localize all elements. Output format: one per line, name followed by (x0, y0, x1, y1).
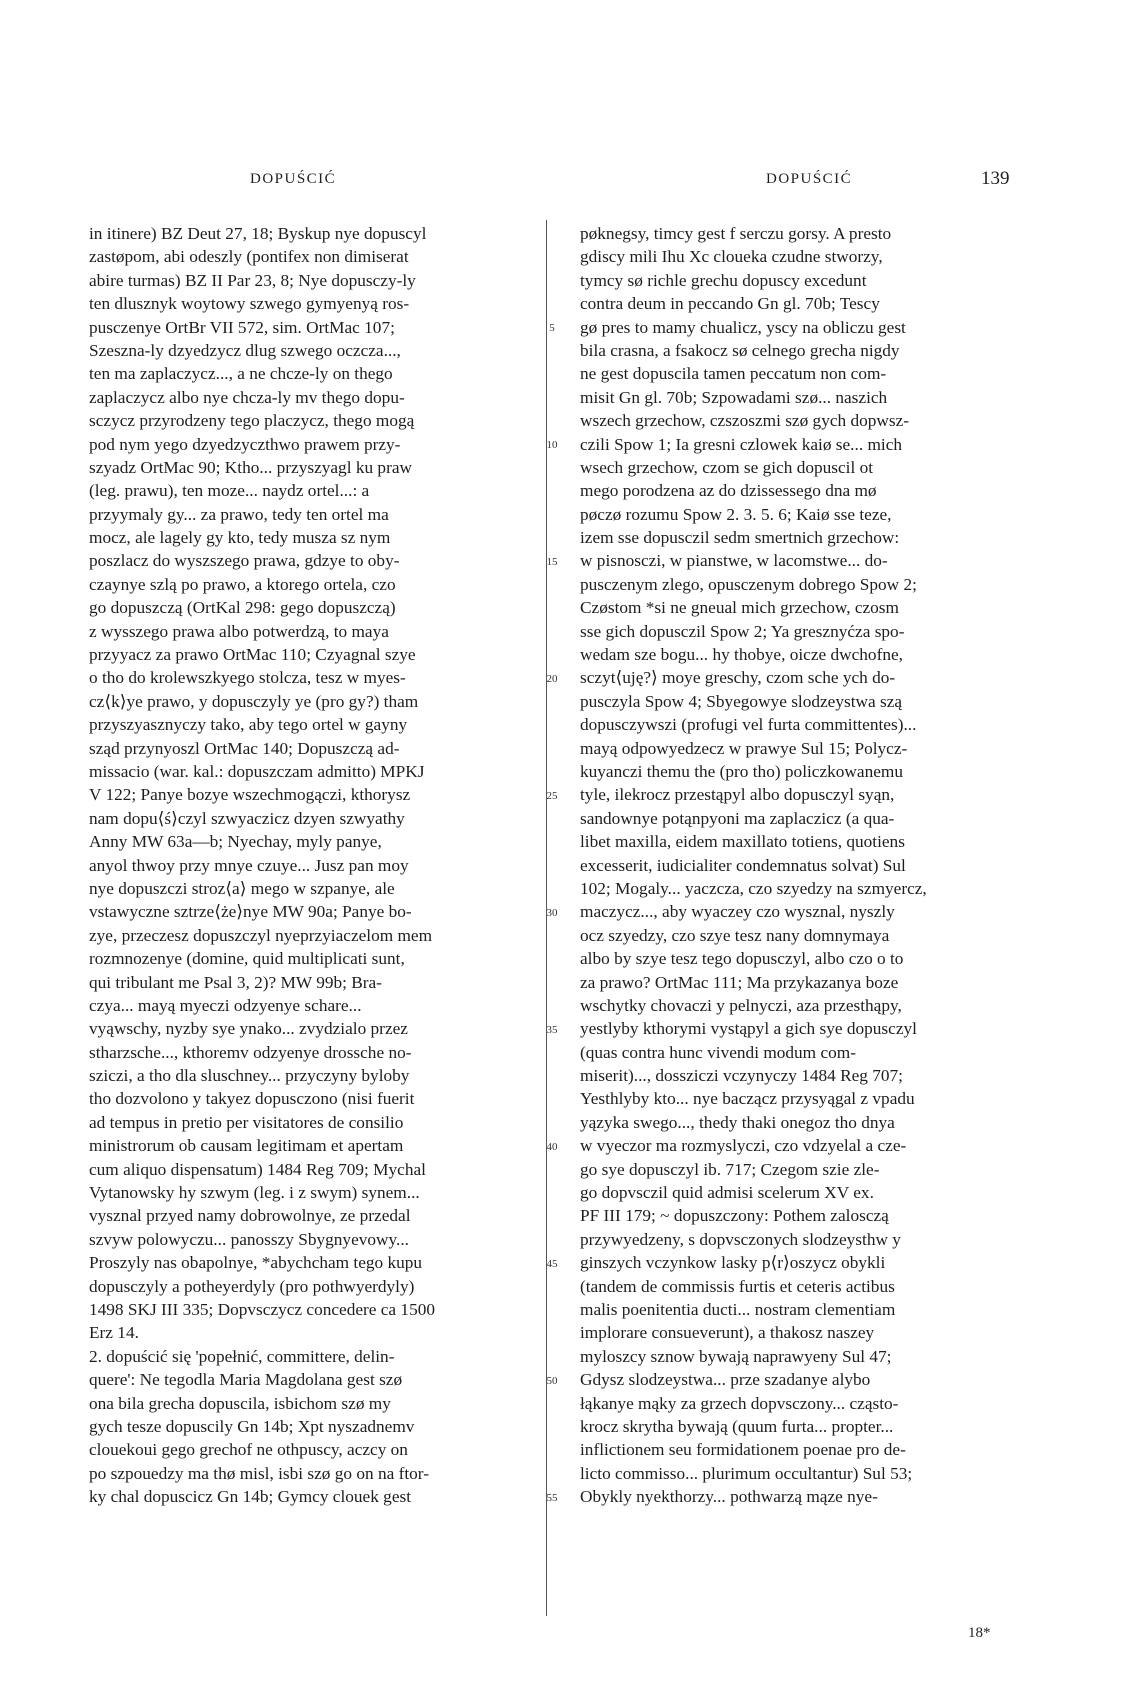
text-line: gø pres to mamy chualicz, yscy na obliczu gest (580, 317, 906, 337)
text-line: 1498 SKJ III 335; Dopvsczycz concedere ca 1500 (89, 1299, 435, 1319)
text-line: szvyw polowyczu... panosszy Sbygnyevowy... (89, 1229, 409, 1249)
text-line: w pisnosczi, w pianstwe, w lacomstwe... do- (580, 551, 888, 571)
text-line: libet maxilla, eidem maxillato totiens, quotiens (580, 832, 905, 852)
text-line: misit Gn gl. 70b; Szpowadami szø... naszich (580, 387, 888, 407)
text-line: malis poenitentia ducti... nostram clementiam (580, 1299, 896, 1319)
line-number: 45 (546, 1257, 558, 1270)
text-line: Anny MW 63a—b; Nyechay, myly panye, (89, 832, 382, 852)
line-number: 5 (549, 321, 555, 334)
text-line: czya... mayą myeczi odzyenye schare... (89, 995, 362, 1015)
text-line: z wysszego prawa albo potwerdzą, to maya (89, 621, 389, 641)
text-line: czili Spow 1; Ia gresni czlowek kaiø se... mich (580, 434, 903, 454)
text-line: ne gest dopuscila tamen peccatum non com- (580, 364, 887, 384)
text-line: sse gich dopusczil Spow 2; Ya gresznyćza spo- (580, 621, 905, 641)
text-line: bila crasna, a fsakocz sø celnego grecha nigdy (580, 340, 900, 360)
line-number: 25 (546, 789, 558, 802)
header-right-title: DOPUŚCIĆ (766, 171, 853, 187)
text-line: vstawyczne sztrze⟨że⟩nye MW 90a; Panye bo- (89, 902, 412, 922)
text-line: zastøpom, abi odeszly (pontifex non dimiserat (89, 247, 409, 267)
text-line: yestlyby kthorymi vystąpyl a gich sye dopusczyl (580, 1019, 917, 1039)
text-line: przyyacz za prawo OrtMac 110; Czyagnal szye (89, 645, 416, 665)
text-line: o tho do krolewszkyego stolcza, tesz w myes- (89, 668, 406, 688)
text-line: Vytanowsky hy szwym (leg. i z swym) synem... (89, 1183, 420, 1203)
text-line: (tandem de commissis furtis et ceteris actibus (580, 1276, 895, 1296)
text-line: sandownye potąnpyoni ma zaplaczicz (a qua- (580, 808, 895, 828)
text-line: Szeszna-ly dzyedzycz dlug szwego oczcza..., (89, 340, 401, 360)
text-line: clouekoui gego grechof ne othpuscy, aczcy on (89, 1440, 408, 1460)
text-line: pøknegsy, timcy gest f serczu gorsy. A presto (580, 224, 892, 243)
text-line: czaynye szlą po prawo, a ktorego ortela, czo (89, 574, 396, 594)
text-line: pøczø rozumu Spow 2. 3. 5. 6; Kaiø sse teze, (580, 504, 892, 524)
text-line: sziczi, a tho dla sluschney... przyczyny byloby (89, 1066, 410, 1086)
text-line: gdiscy mili Ihu Xc cloueka czudne stworzy, (580, 247, 883, 267)
text-line: izem sse dopusczil sedm smertnich grzechow: (580, 528, 900, 548)
text-line: zye, przeczesz dopuszczyl nyeprzyiaczelom mem (89, 925, 433, 945)
text-line: miserit)..., dossziczi vczynyczy 1484 Reg 707; (580, 1066, 903, 1086)
text-line: wsech grzechow, czom se gich dopuscil ot (580, 457, 874, 477)
text-line: dopusczywszi (profugi vel furta committentes)... (580, 715, 917, 735)
text-line: PF III 179; ~ dopuszczony: Pothem zalosczą (580, 1206, 889, 1226)
text-line: 102; Mogaly... yaczcza, czo szyedzy na szmyercz, (580, 878, 927, 898)
text-line: implorare consueverunt), a thakosz naszey (580, 1323, 875, 1343)
text-line: ky chal dopuscicz Gn 14b; Gymcy clouek gest (89, 1487, 412, 1507)
text-line: zaplaczycz albo nye chcza-ly mv thego dopu- (89, 387, 405, 407)
text-line: poszlacz do wyszszego prawa, gdzye to oby- (89, 551, 400, 571)
text-line: Yesthlyby kto... nye baczącz przysyągal z vpadu (580, 1089, 915, 1109)
text-line: sczyt⟨uję?⟩ moye greschy, czom sche ych do- (580, 668, 896, 688)
text-line: nam dopu⟨ś⟩czyl szwyaczicz dzyen szwyathy (89, 808, 405, 828)
line-number: 55 (546, 1491, 558, 1504)
text-line: krocz skrytha bywają (quum furta... propter... (580, 1416, 894, 1436)
text-line: V 122; Panye bozye wszechmogączi, kthorysz (89, 785, 411, 805)
text-line: w vyeczor ma rozmyslyczi, czo vdzyelal a cze- (580, 1136, 907, 1156)
text-line: przyymaly gy... za prawo, tedy ten ortel ma (89, 504, 389, 524)
text-line: albo by szye tesz tego dopusczyl, albo czo o to (580, 949, 904, 969)
text-line: cum aliquo dispensatum) 1484 Reg 709; Mychal (89, 1159, 426, 1179)
text-line: Obykly nyekthorzy... pothwarzą mąze nye- (580, 1487, 878, 1507)
text-line: myloszcy sznow bywają naprawyeny Sul 47; (580, 1346, 892, 1366)
text-line: mocz, ale lagely gy kto, tedy musza sz nym (89, 528, 391, 548)
text-line: ten dlusznyk woytowy szwego gymyenyą ros- (89, 294, 410, 314)
signature-mark: 18* (968, 1625, 991, 1641)
text-line: mayą odpowyedzecz w prawye Sul 15; Polycz- (580, 738, 908, 758)
line-number: 40 (546, 1140, 558, 1153)
right-column (580, 222, 1010, 1508)
text-line: qui tribulant me Psal 3, 2)? MW 99b; Bra- (89, 972, 382, 992)
text-line: maczycz..., aby wyaczey czo wysznal, nyszly (580, 902, 895, 922)
text-line: sząd przynyoszl OrtMac 140; Dopuszczą ad- (89, 738, 400, 758)
text-line: contra deum in peccando Gn gl. 70b; Tescy (580, 294, 880, 314)
text-line: inflictionem seu formidationem poenae pro de- (580, 1440, 906, 1460)
text-line: ministrorum ob causam legitimam et apertam (89, 1136, 404, 1156)
text-line: mego porodzena az do dzissessego dna mø (580, 481, 877, 501)
text-line: ginszych vczynkow lasky p⟨r⟩oszycz obykli (580, 1253, 886, 1273)
text-line: łąkanye mąky za grzech dopvsczony... cząsto- (580, 1393, 899, 1413)
text-line: wedam sze bogu... hy thobye, oicze dwchofne, (580, 645, 903, 665)
text-line: go sye dopusczyl ib. 717; Czegom szie zle- (580, 1159, 880, 1179)
text-line: stharzsche..., kthoremv odzyenye drossche no- (89, 1042, 412, 1062)
text-line: yązyka swego..., thedy thaki onegoz tho dnya (580, 1112, 895, 1132)
text-line: vyąwschy, nyzby sye ynako... zvydzialo przez (89, 1019, 408, 1039)
text-line: szyadz OrtMac 90; Ktho... przyszyagl ku praw (89, 457, 412, 477)
text-line: licto commisso... plurimum occultantur) Sul 53; (580, 1463, 913, 1483)
text-line: Gdysz slodzeystwa... prze szadanye alybo (580, 1370, 871, 1390)
text-line: wszech grzechow, czszoszmi szø gych dopwsz- (580, 411, 910, 431)
text-line: vysznal przyed namy dobrowolnye, ze przedal (89, 1206, 411, 1226)
text-line: gych tesze dopuscily Gn 14b; Xpt nyszadnemv (89, 1416, 415, 1436)
text-line: pusczenym zlego, opusczenym dobrego Spow 2; (580, 574, 917, 594)
line-number: 35 (546, 1023, 558, 1036)
line-number: 20 (546, 672, 558, 685)
line-number: 10 (546, 438, 558, 451)
text-line: tyle, ilekrocz przestąpyl albo dopusczyl syąn, (580, 785, 895, 805)
text-line: excesserit, iudicialiter condemnatus solvat) Sul (580, 855, 906, 875)
text-line: ocz szyedzy, czo szye tesz nany domnymaya (580, 925, 890, 945)
text-line: wschytky chovaczi y pelnyczi, aza przesthąpy, (580, 995, 902, 1015)
header-left-title: DOPUŚCIĆ (250, 171, 337, 187)
line-number: 15 (546, 555, 558, 568)
text-line: po szpouedzy ma thø misl, isbi szø go on na ftor- (89, 1463, 429, 1483)
text-line: rozmnozenye (domine, quid multiplicati sunt, (89, 949, 405, 969)
text-line: anyol thwoy przy mnye czuye... Jusz pan moy (89, 855, 409, 875)
text-line: Erz 14. (89, 1323, 139, 1343)
text-line: missacio (war. kal.: dopuszczam admitto) MPKJ (89, 761, 425, 781)
left-column (89, 222, 519, 1508)
text-line: ona bila grecha dopuscila, isbichom szø my (89, 1393, 391, 1413)
text-line: za prawo? OrtMac 111; Ma przykazanya boze (580, 972, 899, 992)
text-line: nye dopuszczi stroz⟨a⟩ mego w szpanye, ale (89, 878, 395, 898)
text-line: ad tempus in pretio per visitatores de consilio (89, 1112, 404, 1132)
text-line: pusczenye OrtBr VII 572, sim. OrtMac 107; (89, 317, 395, 337)
text-line: (leg. prawu), ten moze... naydz ortel...: a (89, 481, 370, 501)
text-line: go dopvsczil quid admisi scelerum XV ex. (580, 1183, 874, 1203)
text-line: sczycz przyrodzeny tego placzycz, thego mogą (89, 411, 415, 431)
line-number: 50 (546, 1374, 558, 1387)
text-line: in itinere) BZ Deut 27, 18; Byskup nye dopuscyl (89, 224, 427, 243)
text-line: dopusczyly a potheyerdyly (pro pothwyerdyly) (89, 1276, 415, 1296)
text-line: quere': Ne tegodla Maria Magdolana gest szø (89, 1370, 403, 1390)
line-number: 30 (546, 906, 558, 919)
text-line: ten ma zaplaczycz..., a ne chcze-ly on thego (89, 364, 393, 384)
text-line: Czøstom *si ne gneual mich grzechow, czosm (580, 598, 899, 618)
text-line: przywyedzeny, s dopvsczonych slodzeysthw y (580, 1229, 901, 1249)
text-line: 2. dopuścić się 'popełnić, committere, delin- (89, 1346, 395, 1366)
text-line: cz⟨k⟩ye prawo, y dopusczyly ye (pro gy?) tham (89, 691, 419, 711)
text-line: go dopuszczą (OrtKal 298: gego dopuszczą) (89, 598, 396, 618)
text-line: pusczyla Spow 4; Sbyegowye slodzeystwa szą (580, 691, 903, 711)
text-line: tymcy sø richle grechu dopuscy excedunt (580, 270, 867, 290)
text-line: (quas contra hunc vivendi modum com- (580, 1042, 856, 1062)
text-line: tho dozvolono y takyez dopusczono (nisi fuerit (89, 1089, 415, 1109)
text-line: pod nym yego dzyedzyczthwo prawem przy- (89, 434, 401, 454)
text-line: Proszyly nas obapolnye, *abychcham tego kupu (89, 1253, 423, 1273)
text-line: abire turmas) BZ II Par 23, 8; Nye dopusczy-ly (89, 270, 416, 290)
text-line: przyszyasznyczy tako, aby tego ortel w gayny (89, 715, 408, 735)
text-line: kuyanczi themu the (pro tho) policzkowanemu (580, 761, 903, 781)
page-number: 139 (981, 168, 1010, 189)
